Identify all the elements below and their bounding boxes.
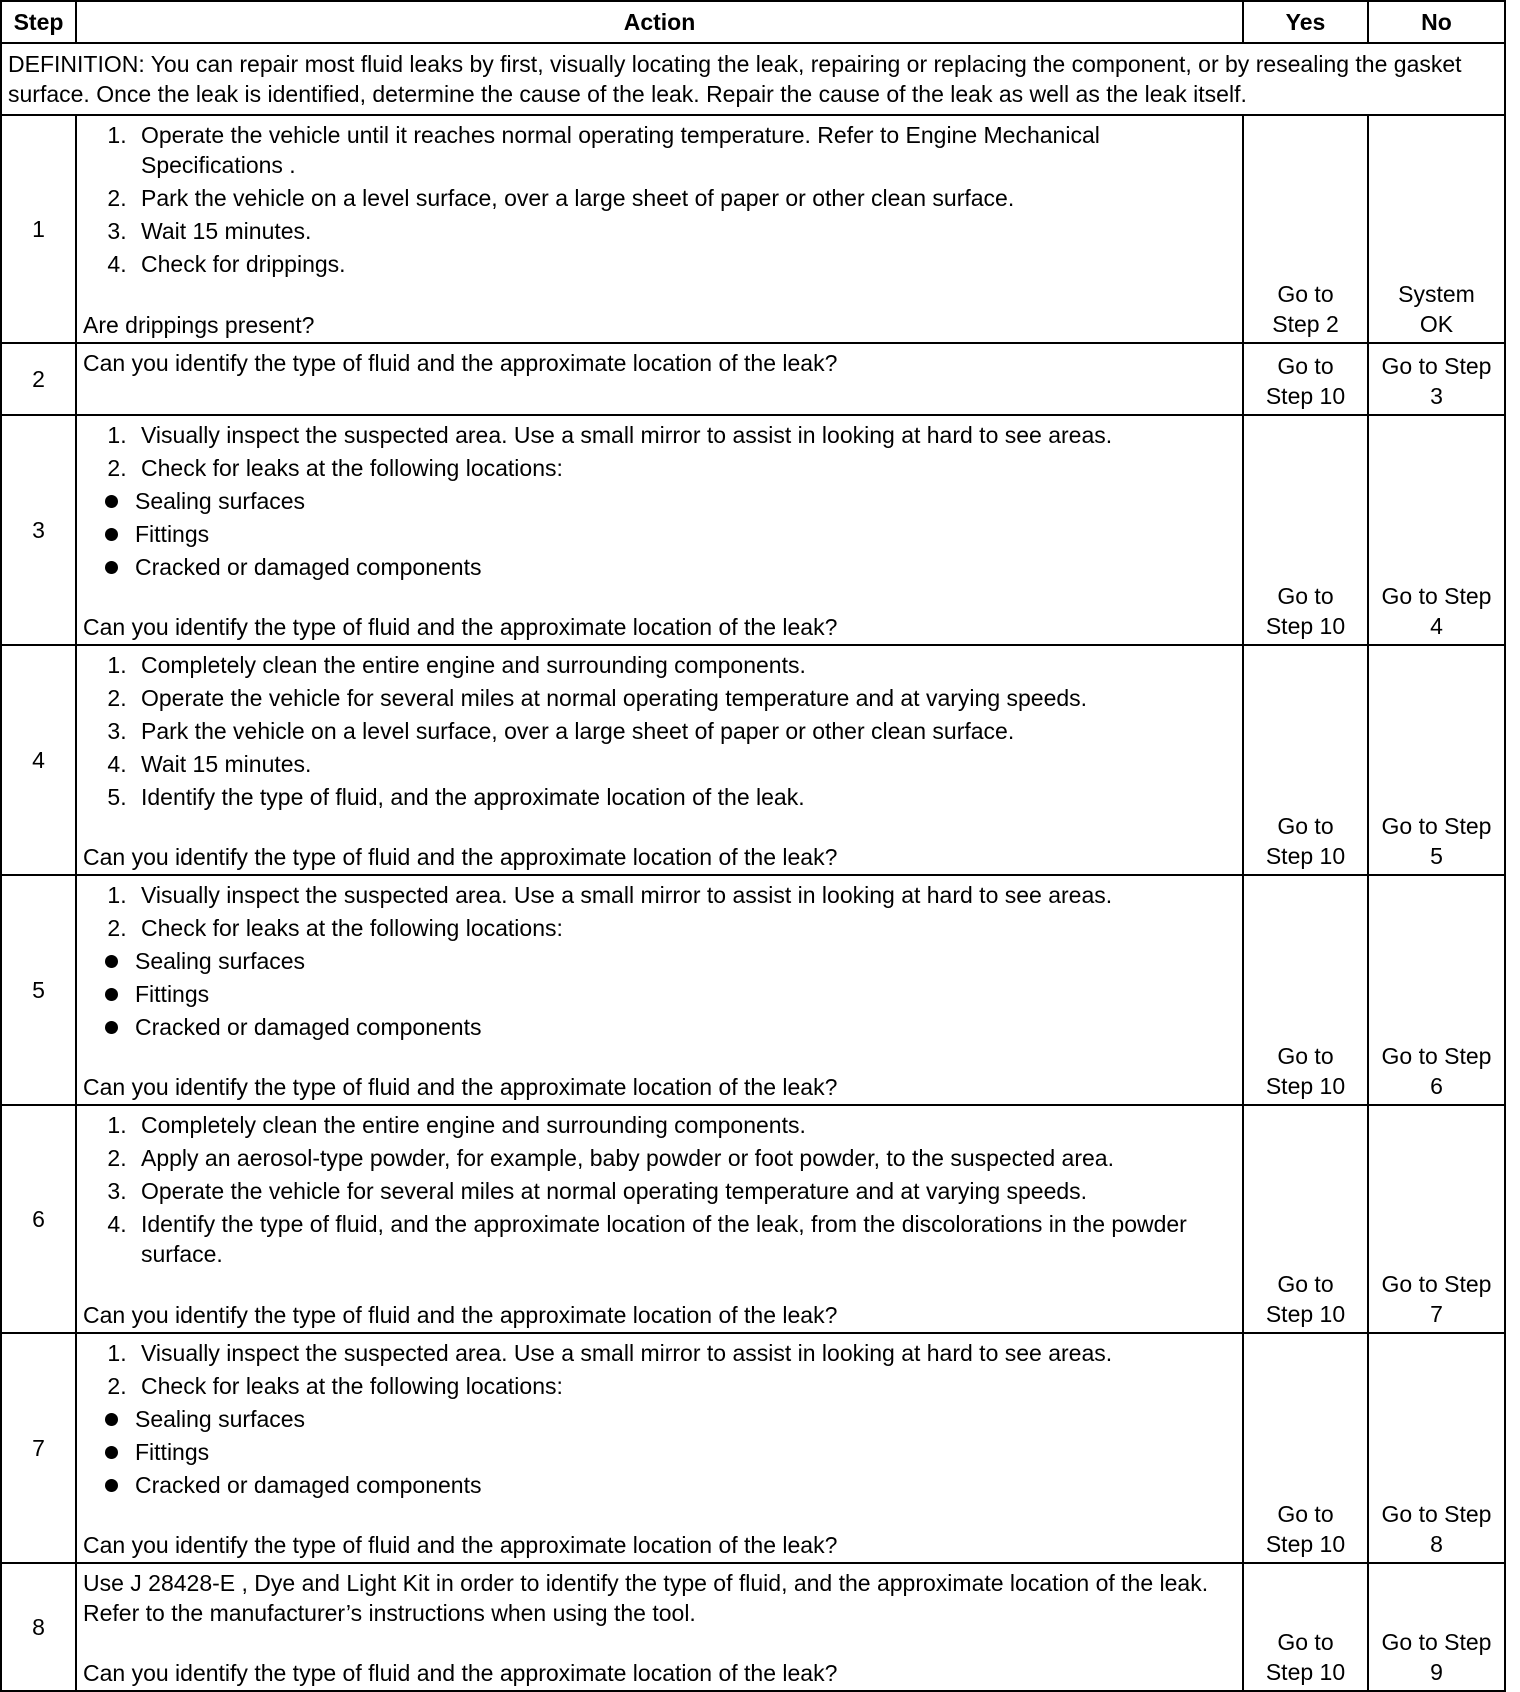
action-step-item: 3. Park the vehicle on a level surface, over a large sheet of paper or other clean surface. [133,716,1236,746]
action-step-item: 1. Visually inspect the suspected area. Use a small mirror to assist in looking at hard to see areas. [133,420,1236,450]
step-no-result [1368,1563,1505,1691]
result-line: Go to [1277,1501,1334,1527]
result-line: Step 10 [1265,1659,1346,1685]
action-step-item: 2. Park the vehicle on a level surface, over a large sheet of paper or other clean surface. [133,183,1236,213]
action-paragraph: Use J 28428-E , Dye and Light Kit in order to identify the type of fluid, and the approximate location of the leak. Refer to the manufacturer’s instructions when using the tool. [83,1570,1209,1626]
result-line: 9 [1430,1659,1443,1685]
result-line: Go to Step [1381,1501,1492,1527]
action-step-item: 4. Identify the type of fluid, and the approximate location of the leak, from the discolorations in the powder surface. [133,1209,1236,1269]
step-question: Are drippings present? [83,312,315,338]
step-action-content [83,348,1236,412]
header-action: Action [76,1,1243,43]
step-yes-result [1243,875,1368,1105]
step-action-content [83,1568,1236,1688]
step-action [76,343,1243,415]
step-no-result [1368,875,1505,1105]
result-line: Step 2 [1272,311,1339,337]
step-row-1 [1,115,1505,343]
step-action [76,875,1243,1105]
action-step-item: 4. Check for drippings. [133,249,1236,279]
result-line: Step 10 [1265,1073,1346,1099]
step-yes-result [1243,115,1368,343]
step-action-content [83,650,1236,872]
action-step-item: 1. Operate the vehicle until it reaches normal operating temperature. Refer to Engine Mechanical Specifications . [133,120,1236,180]
result-line: System [1398,281,1475,307]
result-line: Step 10 [1265,1301,1346,1327]
step-no-result [1368,415,1505,645]
step-row-6 [1,1105,1505,1333]
action-step-item: 2. Check for leaks at the following locations: [133,1371,1236,1401]
step-no-result [1368,1105,1505,1333]
result-line: 8 [1430,1531,1443,1557]
header-row [1,1,1505,43]
step-action-content [83,880,1236,1102]
action-step-item: 2. Check for leaks at the following locations: [133,453,1236,483]
step-question: Can you identify the type of fluid and the approximate location of the leak? [83,350,838,376]
result-line: Go to Step [1381,353,1492,379]
action-steps-list [83,1338,1236,1404]
result-line: 3 [1430,383,1443,409]
action-step-item: 3. Wait 15 minutes. [133,216,1236,246]
step-question: Can you identify the type of fluid and the approximate location of the leak? [83,614,838,640]
leak-location-item: Fittings [135,979,1236,1009]
step-row-5 [1,875,1505,1105]
step-number: 3 [1,415,76,645]
step-number: 2 [1,343,76,415]
leak-locations-list [83,486,1236,585]
header-yes: Yes [1243,1,1368,43]
step-number: 4 [1,645,76,875]
result-line: Step 10 [1265,1531,1346,1557]
result-line: 6 [1430,1073,1443,1099]
step-number: 5 [1,875,76,1105]
result-line: Go to Step [1381,583,1492,609]
step-action [76,115,1243,343]
leak-location-item: Fittings [135,1437,1236,1467]
header-step: Step [1,1,76,43]
result-line: Go to [1277,813,1334,839]
action-steps-list [83,880,1236,946]
action-step-item: 1. Visually inspect the suspected area. Use a small mirror to assist in looking at hard to see areas. [133,1338,1236,1368]
step-number: 8 [1,1563,76,1691]
result-line: 7 [1430,1301,1443,1327]
result-line: Go to Step [1381,813,1492,839]
step-action [76,415,1243,645]
step-yes-result [1243,343,1368,415]
action-step-item: 2. Apply an aerosol-type powder, for example, baby powder or foot powder, to the suspected area. [133,1143,1236,1173]
leak-locations-list [83,1404,1236,1503]
step-no-result [1368,115,1505,343]
step-action-content [83,420,1236,642]
action-step-item: 1. Completely clean the entire engine and surrounding components. [133,650,1236,680]
leak-location-item: Sealing surfaces [135,1404,1236,1434]
action-steps-list [83,1110,1236,1272]
step-row-2 [1,343,1505,415]
result-line: Step 10 [1265,383,1346,409]
action-step-item: 1. Completely clean the entire engine and surrounding components. [133,1110,1236,1140]
action-step-item: 4. Wait 15 minutes. [133,749,1236,779]
step-question: Can you identify the type of fluid and the approximate location of the leak? [83,1660,838,1686]
result-line: 4 [1430,613,1443,639]
step-no-result [1368,645,1505,875]
step-question: Can you identify the type of fluid and the approximate location of the leak? [83,1074,838,1100]
step-number: 7 [1,1333,76,1563]
step-row-8 [1,1563,1505,1691]
action-steps-list [83,650,1236,815]
step-number: 1 [1,115,76,343]
step-yes-result [1243,645,1368,875]
leak-location-item: Sealing surfaces [135,946,1236,976]
definition-text: DEFINITION: You can repair most fluid leaks by first, visually locating the leak, repairing or replacing the component, or by resealing the gasket surface. Once the leak is identified, determine the cause of the leak. Repair the cause of the leak as well as the leak itself. [1,43,1505,115]
step-question: Can you identify the type of fluid and the approximate location of the leak? [83,1302,838,1328]
action-step-item: 2. Check for leaks at the following locations: [133,913,1236,943]
result-line: Step 10 [1265,843,1346,869]
step-action-content [83,120,1236,340]
result-line: OK [1419,311,1454,337]
action-steps-list [83,420,1236,486]
header-no: No [1368,1,1505,43]
step-yes-result [1243,1333,1368,1563]
action-steps-list [83,120,1236,282]
result-line: Go to [1277,583,1334,609]
leak-location-item: Sealing surfaces [135,486,1236,516]
step-question: Can you identify the type of fluid and the approximate location of the leak? [83,844,838,870]
step-row-4 [1,645,1505,875]
step-action [76,645,1243,875]
result-line: Go to [1277,1043,1334,1069]
step-action-content [83,1110,1236,1330]
leak-location-item: Fittings [135,519,1236,549]
action-step-item: 3. Operate the vehicle for several miles at normal operating temperature and at varying speeds. [133,1176,1236,1206]
step-no-result [1368,343,1505,415]
step-question: Can you identify the type of fluid and the approximate location of the leak? [83,1532,838,1558]
step-action-content [83,1338,1236,1560]
step-row-7 [1,1333,1505,1563]
leak-location-item: Cracked or damaged components [135,1470,1236,1500]
definition-row [1,43,1505,115]
leak-location-item: Cracked or damaged components [135,1012,1236,1042]
result-line: Step 10 [1265,613,1346,639]
step-yes-result [1243,1105,1368,1333]
action-step-item: 1. Visually inspect the suspected area. Use a small mirror to assist in looking at hard to see areas. [133,880,1236,910]
step-no-result [1368,1333,1505,1563]
step-row-3 [1,415,1505,645]
leak-locations-list [83,946,1236,1045]
action-step-item: 5. Identify the type of fluid, and the approximate location of the leak. [133,782,1236,812]
step-yes-result [1243,415,1368,645]
result-line: Go to Step [1381,1043,1492,1069]
leak-location-item: Cracked or damaged components [135,552,1236,582]
step-action [76,1105,1243,1333]
step-number: 6 [1,1105,76,1333]
result-line: 5 [1430,843,1443,869]
step-action [76,1563,1243,1691]
step-yes-result [1243,1563,1368,1691]
result-line: Go to [1277,1629,1334,1655]
result-line: Go to [1277,1271,1334,1297]
result-line: Go to Step [1381,1271,1492,1297]
result-line: Go to [1277,281,1334,307]
result-line: Go to [1277,353,1334,379]
result-line: Go to Step [1381,1629,1492,1655]
action-step-item: 2. Operate the vehicle for several miles at normal operating temperature and at varying speeds. [133,683,1236,713]
step-action [76,1333,1243,1563]
